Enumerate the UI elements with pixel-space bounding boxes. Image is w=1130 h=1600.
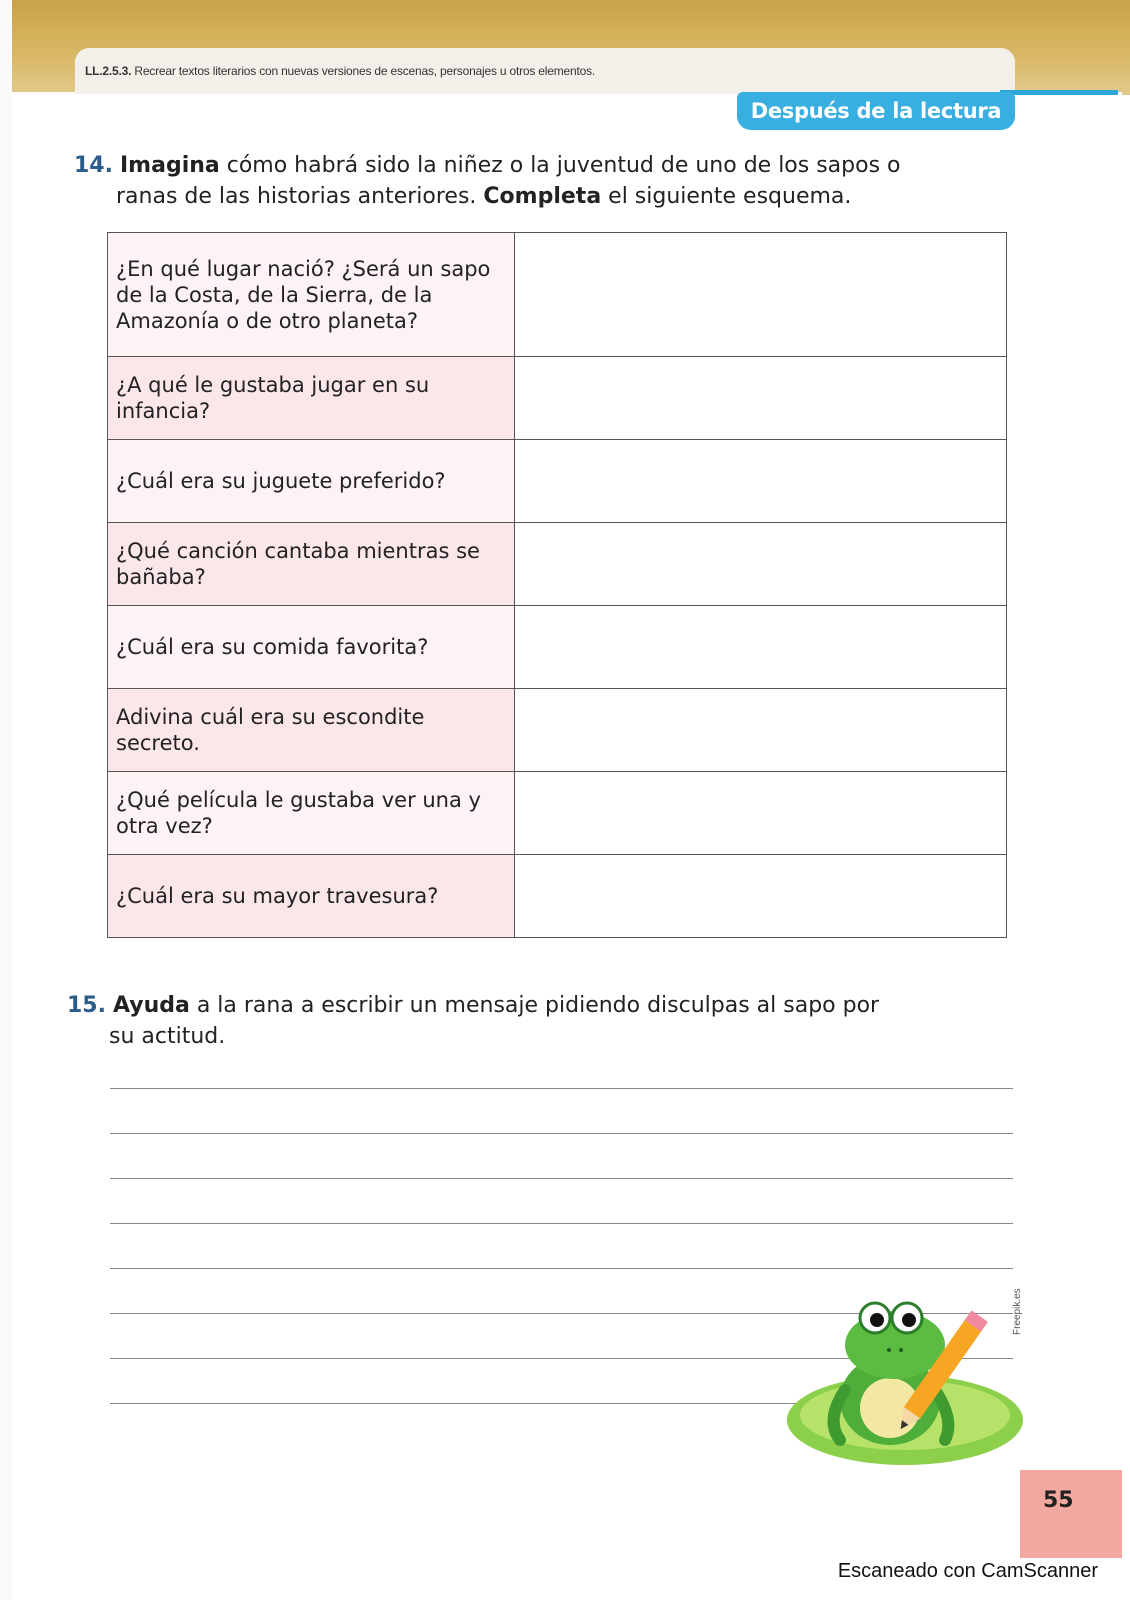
answer-cell[interactable] [515, 357, 1007, 440]
table-row [108, 772, 1007, 855]
scanner-watermark: Escaneado con CamScanner [837, 1560, 1098, 1582]
writing-line[interactable] [110, 1178, 1013, 1179]
writing-line[interactable] [110, 1133, 1013, 1134]
table-row [108, 689, 1007, 772]
question-15 [67, 990, 1027, 1052]
writing-line[interactable] [110, 1223, 1013, 1224]
page-number: 55 [1043, 1488, 1074, 1513]
prompt-cell: ¿Cuál era su comida favorita? [108, 606, 515, 689]
scheme-table [107, 232, 1007, 938]
curriculum-standard [85, 64, 595, 78]
answer-cell[interactable] [515, 855, 1007, 938]
question-text-line2 [74, 181, 1034, 212]
writing-line[interactable] [110, 1088, 1013, 1089]
answer-cell[interactable] [515, 772, 1007, 855]
prompt-cell: ¿Cuál era su mayor travesura? [108, 855, 515, 938]
prompt-cell: ¿A qué le gustaba jugar en su infancia? [108, 357, 515, 440]
question-14 [74, 150, 1034, 212]
question-text-line2: su actitud. [109, 1024, 226, 1049]
frog-with-pencil-illustration [785, 1290, 1030, 1470]
scan-left-edge [0, 0, 12, 1600]
standard-description: Recrear textos literarios con nuevas versiones de escenas, personajes u otros elementos. [134, 64, 596, 78]
section-tab: Después de la lectura [737, 92, 1015, 130]
answer-cell[interactable] [515, 689, 1007, 772]
writing-line[interactable] [110, 1268, 1013, 1269]
standard-code: LL.2.5.3. [85, 64, 132, 78]
prompt-cell: ¿Qué película le gustaba ver una y otra vez? [108, 772, 515, 855]
page-corner [1020, 1470, 1122, 1558]
table-row [108, 606, 1007, 689]
question-text: a la rana a escribir un mensaje pidiendo disculpas al sapo por [189, 993, 880, 1018]
table-row [108, 523, 1007, 606]
instruction-verb: Ayuda [112, 993, 190, 1018]
prompt-cell: Adivina cuál era su escondite secreto. [108, 689, 515, 772]
table-row [108, 357, 1007, 440]
answer-cell[interactable] [515, 233, 1007, 357]
table-row [108, 440, 1007, 523]
question-number: 15. [67, 993, 106, 1018]
answer-cell[interactable] [515, 440, 1007, 523]
image-credit: Freepik.es [1012, 1288, 1023, 1335]
instruction-verb: Imagina [119, 153, 220, 178]
answer-cell[interactable] [515, 606, 1007, 689]
answer-cell[interactable] [515, 523, 1007, 606]
question-text-part: ranas de las historias anteriores. [116, 184, 484, 209]
section-divider [1000, 90, 1118, 95]
table-row [108, 855, 1007, 938]
question-text-part: el siguiente esquema. [601, 184, 852, 209]
prompt-cell: ¿Cuál era su juguete preferido? [108, 440, 515, 523]
question-text: cómo habrá sido la niñez o la juventud de uno de los sapos o [219, 153, 901, 178]
prompt-cell: ¿En qué lugar nació? ¿Será un sapo de la Costa, de la Sierra, de la Amazonía o de otro planeta? [108, 233, 515, 357]
table-row [108, 233, 1007, 357]
instruction-verb: Completa [483, 184, 602, 209]
prompt-cell: ¿Qué canción cantaba mientras se bañaba? [108, 523, 515, 606]
question-number: 14. [74, 153, 113, 178]
